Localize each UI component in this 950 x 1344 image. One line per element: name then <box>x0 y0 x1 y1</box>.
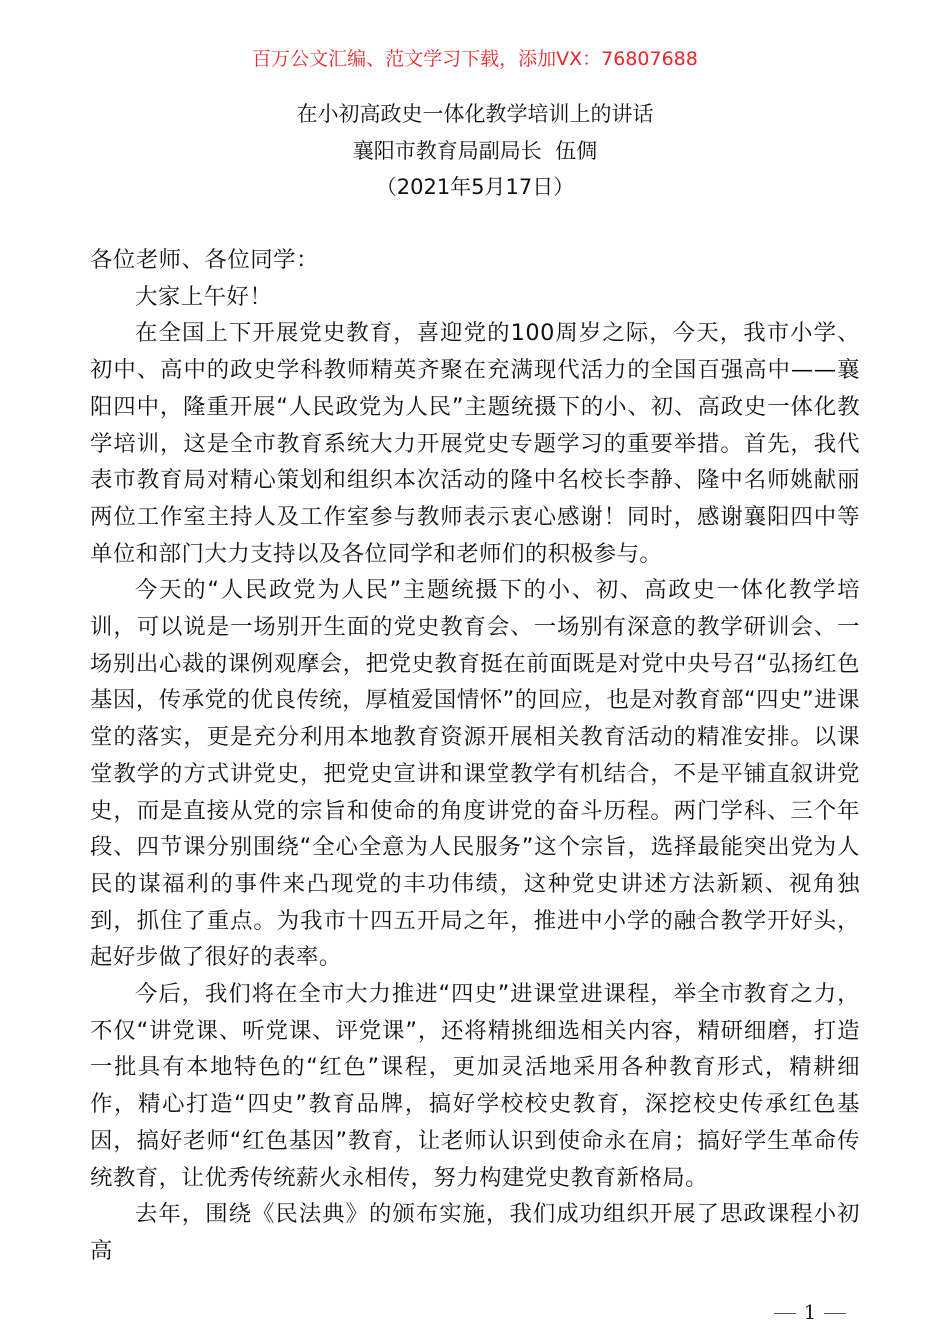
page-number-value: 1 <box>803 1300 817 1324</box>
page-number <box>765 1300 855 1324</box>
dash-left <box>774 1313 796 1315</box>
speech-date: （2021年5月17日） <box>375 175 575 199</box>
dash-right <box>824 1313 846 1315</box>
paragraph: 今天的“人民政党为人民”主题统摄下的小、初、高政史一体化教学培训，可以说是一场别开生面的党史教育会、一场别有深意的教学研训会、一场别出心裁的课例观摩会，把党史教育挺在前面既是对党中央号召“弘扬红色基因，传承党的优良传统，厚植爱国情怀”的回应，也是对教育部“四史”进课堂的落实，更是充分利用本地教育资源开展相关教育活动的精准安排。以课堂教学的方式讲党史，把党史宣讲和课堂教学有机结合，不是平铺直叙讲党史，而是直接从党的宗旨和使命的角度讲党的奋斗历程。两门学科、三个年段、四节课分别围绕“全心全意为人民服务”这个宗旨，选择最能突出党为人民的谋福利的事件来凸现党的丰功伟绩，这种党史讲述方法新颖、视角独到，抓住了重点。为我市十四五开局之年，推进中小学的融合教学开好头，起好步做了很好的表率。 <box>90 577 860 971</box>
paragraph: 今后，我们将在全市大力推进“四史”进课堂进课程，举全市教育之力，不仅“讲党课、听党课、评党课”，还将精挑细选相关内容，精研细磨，打造一批具有本地特色的“红色”课程，更加灵活地采用各种教育形式，精耕细作，精心打造“四史”教育品牌，搞好学校校史教育，深挖校史传承红色基因，搞好老师“红色基因”教育，让老师认识到使命永在肩；搞好学生革命传统教育，让优秀传统薪火永相传，努力构建党史教育新格局。 <box>90 981 860 1191</box>
document-body <box>90 242 860 1270</box>
paragraph-greeting: 大家上午好！ <box>135 283 273 310</box>
document-title: 在小初高政史一体化教学培训上的讲话 <box>296 102 654 126</box>
document-header <box>0 96 950 206</box>
paragraph: 去年，围绕《民法典》的颁布实施，我们成功组织开展了思政课程小初高 <box>90 1201 860 1264</box>
speaker-line: 襄阳市教育局副局长 伍倜 <box>352 138 598 163</box>
paragraph: 在全国上下开展党史教育，喜迎党的100周岁之际，今天，我市小学、初中、高中的政史学科教师精英齐聚在充满现代活力的全国百强高中——襄阳四中，隆重开展“人民政党为人民”主题统摄下的小、初、高政史一体化教学培训，这是全市教育系统大力开展党史专题学习的重要举措。首先，我代表市教育局对精心策划和组织本次活动的隆中名校长李静、隆中名师姚献丽两位工作室主持人及工作室参与教师表示衷心感谢！同时，感谢襄阳四中等单位和部门大力支持以及各位同学和老师们的积极参与。 <box>90 320 860 567</box>
promo-banner: 百万公文汇编、范文学习下载，添加VX：76807688 <box>252 48 698 70</box>
salutation: 各位老师、各位同学： <box>90 247 319 273</box>
